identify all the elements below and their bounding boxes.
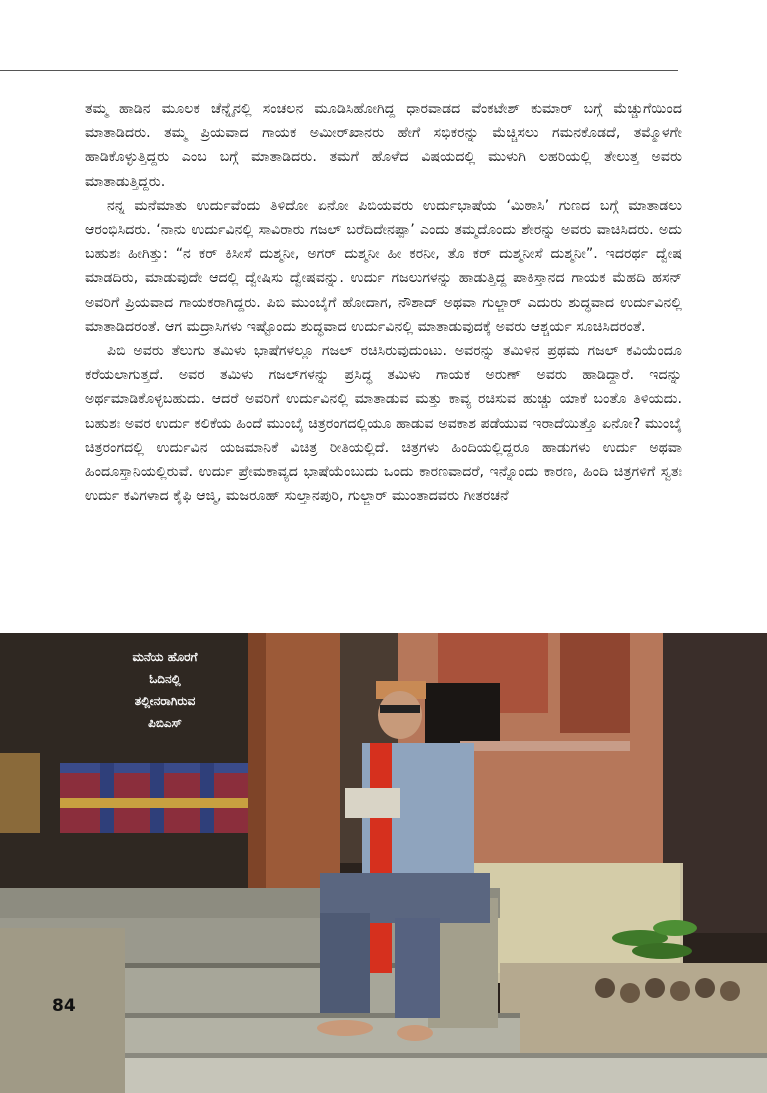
caption-line: ತಲ್ಲೀನರಾಗಿರುವ bbox=[134, 694, 196, 708]
photo-caption bbox=[100, 646, 230, 734]
article-body bbox=[85, 97, 682, 508]
top-rule bbox=[0, 70, 678, 71]
caption-line: ಓದಿನಲ್ಲಿ bbox=[149, 672, 181, 686]
page-number: 84 bbox=[52, 996, 76, 1016]
caption-line: ಮನೆಯ ಹೊರಗೆ bbox=[132, 650, 198, 664]
paragraph-1: ತಮ್ಮ ಹಾಡಿನ ಮೂಲಕ ಚೆನ್ನೈನಲ್ಲಿ ಸಂಚಲನ ಮೂಡಿಸಿಹೋಗಿದ್ದ ಧಾರವಾಡದ ವೆಂಕಟೇಶ್ ಕುಮಾರ್ ಬಗ್ಗೆ ಮೆಚ್ಚುಗೆಯಿಂದ ಮಾತಾಡಿದರು. ತಮ್ಮ ಪ್ರಿಯವಾದ ಗಾಯಕ ಅಮೀರ್‌ಖಾನರು ಹೇಗೆ ಸಭಿಕರನ್ನು ಮೆಚ್ಚಿಸಲು ಗಮನಕೊಡದೆ, ತಮ್ಮೊಳಗೇ ಹಾಡಿಕೊಳ್ಳುತ್ತಿದ್ದರು ಎಂಬ ಬಗ್ಗೆ ಮಾತಾಡಿದರು. ತಮಗೆ ಹೊಳೆದ ವಿಷಯದಲ್ಲಿ ಮುಳುಗಿ ಲಹರಿಯಲ್ಲಿ ತೇಲುತ್ತ ಅವರು ಮಾತಾಡುತ್ತಿದ್ದರು. bbox=[85, 101, 682, 190]
caption-line: ಪಿಬಿಎಸ್ bbox=[148, 716, 182, 730]
paragraph-2: ನನ್ನ ಮನೆಮಾತು ಉರ್ದುವೆಂದು ತಿಳಿದೋ ಏನೋ ಪಿಬಿಯವರು ಉರ್ದುಭಾಷೆಯ ‘ಮಿಠಾಸಿ’ ಗುಣದ ಬಗ್ಗೆ ಮಾತಾಡಲು ಆರಂಭಿಸಿದರು. ‘ನಾನು ಉರ್ದುವಿನಲ್ಲಿ ಸಾವಿರಾರು ಗಜಲ್ ಬರೆದಿದೇನಪ್ಪಾ’ ಎಂದು ತಮ್ಮದೊಂದು ಶೇರನ್ನು ಅವರು ವಾಚಿಸಿದರು. ಅದು ಬಹುಶಃ ಹೀಗಿತ್ತು: “ನ ಕರ್ ಕಿಸೀಸೆ ದುಶ್ಮನೀ, ಅಗರ್ ದುಶ್ಮನೀ ಹೀ ಕರನೀ, ತೊ ಕರ್ ದುಶ್ಮನೀಸೆ ದುಶ್ಮನೀ”. ಇದರರ್ಥ ದ್ವೇಷ ಮಾಡದಿರು, ಮಾಡುವುದೇ ಆದಲ್ಲಿ ದ್ವೇಷಿಸು ದ್ವೇಷವನ್ನು. ಉರ್ದು ಗಜಲುಗಳನ್ನು ಹಾಡುತ್ತಿದ್ದ ಪಾಕಿಸ್ತಾನದ ಗಾಯಕ ಮೆಹದಿ ಹಸನ್ ಅವರಿಗೆ ಪ್ರಿಯವಾದ ಗಾಯಕರಾಗಿದ್ದರು. ಪಿಬಿ ಮುಂಬೈಗೆ ಹೋದಾಗ, ನೌಶಾದ್ ಅಥವಾ ಗುಲ್ಜಾರ್ ಎದುರು ಶುದ್ಧವಾದ ಉರ್ದುವಿನಲ್ಲಿ ಮಾತಾಡಿದರಂತೆ. ಆಗ ಮದ್ರಾಸಿಗಳು ಇಷ್ಟೊಂದು ಶುದ್ಧವಾದ ಉರ್ದುವಿನಲ್ಲಿ ಮಾತಾಡುವುದಕ್ಕೆ ಅವರು ಆಶ್ಚರ್ಯ ಸೂಚಿಸಿದರಂತೆ. bbox=[85, 197, 682, 335]
paragraph-3: ಪಿಬಿ ಅವರು ತೆಲುಗು ತಮಿಳು ಭಾಷೆಗಳಲ್ಲೂ ಗಜಲ್ ರಚಿಸಿರುವುದುಂಟು. ಅವರನ್ನು ತಮಿಳಿನ ಪ್ರಥಮ ಗಜಲ್ ಕವಿಯೆಂದೂ ಕರೆಯಲಾಗುತ್ತದೆ. ಅವರ ತಮಿಳು ಗಜಲ್‌ಗಳನ್ನು ಪ್ರಸಿದ್ಧ ತಮಿಳು ಗಾಯಕ ಅರುಣ್ ಅವರು ಹಾಡಿದ್ದಾರೆ. ಇದನ್ನು ಅರ್ಥಮಾಡಿಕೊಳ್ಳಬಹುದು. ಆದರೆ ಅವರಿಗೆ ಉರ್ದುವಿನಲ್ಲಿ ಮಾತಾಡುವ ಮತ್ತು ಕಾವ್ಯ ರಚಿಸುವ ಹುಚ್ಚು ಯಾಕೆ ಬಂತೊ ತಿಳಿಯದು. ಬಹುಶಃ ಅವರ ಉರ್ದು ಕಲಿಕೆಯ ಹಿಂದೆ ಮುಂಬೈ ಚಿತ್ರರಂಗದಲ್ಲಿಯೂ ಹಾಡುವ ಅವಕಾಶ ಪಡೆಯುವ ಇರಾದೆಯಿತ್ತೊ ಏನೋ? ಮುಂಬೈ ಚಿತ್ರರಂಗದಲ್ಲಿ ಉರ್ದುವಿನ ಯಜಮಾನಿಕೆ ವಿಚಿತ್ರ ರೀತಿಯಲ್ಲಿದೆ. ಚಿತ್ರಗಳು ಹಿಂದಿಯಲ್ಲಿದ್ದರೂ ಹಾಡುಗಳು ಉರ್ದು ಅಥವಾ ಹಿಂದೂಸ್ತಾನಿಯಲ್ಲಿರುವೆ. ಉರ್ದು ಪ್ರೇಮಕಾವ್ಯದ ಭಾಷೆಯೆಂಬುದು ಒಂದು ಕಾರಣವಾದರೆ, ಇನ್ನೊಂದು ಕಾರಣ, ಹಿಂದಿ ಚಿತ್ರಗಳಿಗೆ ಸ್ವತಃ ಉರ್ದು ಕವಿಗಳಾದ ಕೈಫಿ ಆಜ್ಮಿ, ಮಜರೂಹ್ ಸುಲ್ತಾನಪುರಿ, ಗುಲ್ಜಾರ್ ಮುಂತಾದವರು ಗೀತರಚನೆ bbox=[85, 343, 682, 505]
